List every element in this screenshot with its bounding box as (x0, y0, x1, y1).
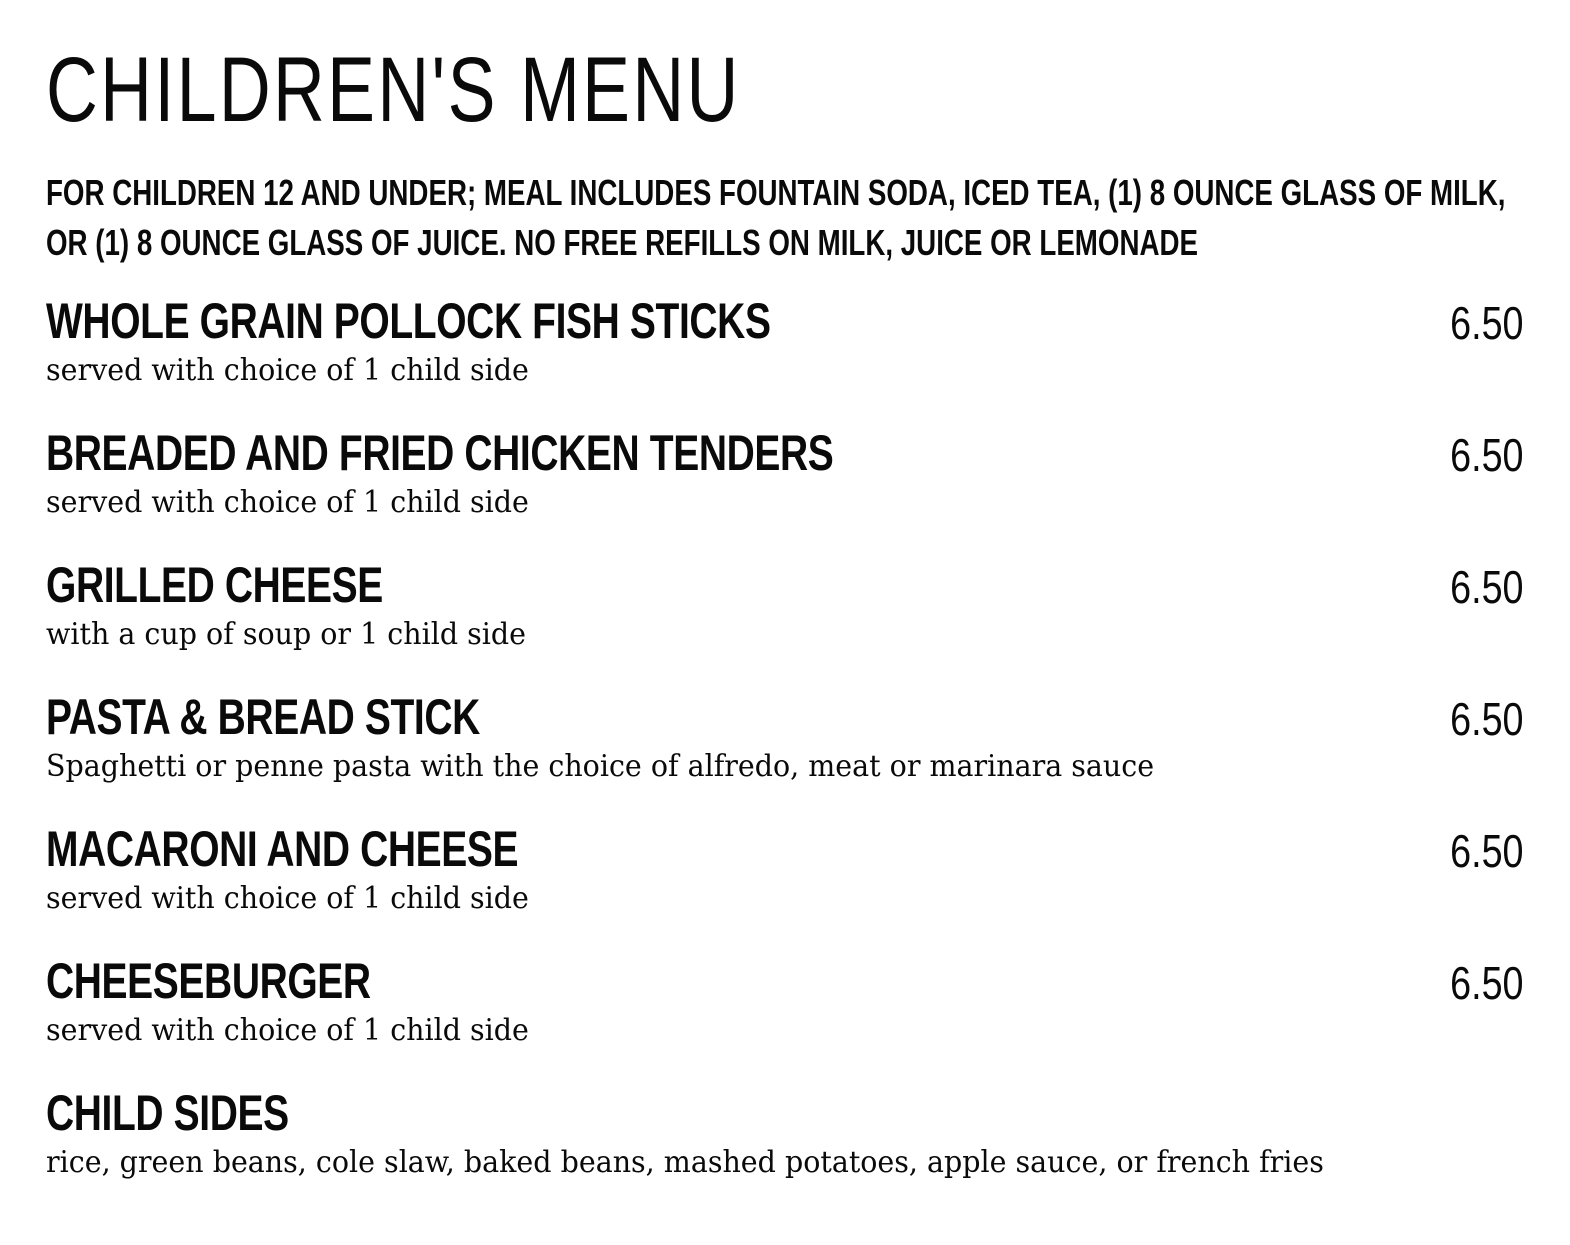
item-price: 6.50 (1450, 825, 1524, 877)
item-description: served with choice of 1 child side (46, 485, 529, 520)
menu-item (46, 953, 1524, 1085)
item-name: PASTA & BREAD STICK (46, 689, 480, 745)
menu-item (46, 689, 1524, 821)
menu-item (46, 557, 1524, 689)
menu-intro: FOR CHILDREN 12 AND UNDER; MEAL INCLUDES FOUNTAIN SODA, ICED TEA, (1) 8 OUNCE GLASS OF MILK, OR (1) 8 OUNCE GLASS OF JUICE. NO FREE REFILLS ON MILK, JUICE OR LEMONADE (46, 172, 1506, 263)
menu-item (46, 821, 1524, 953)
child-sides (46, 1085, 1524, 1217)
menu-item (46, 293, 1524, 425)
menu-title: CHILDREN'S MENU (46, 39, 741, 141)
item-price: 6.50 (1450, 561, 1524, 613)
item-description: served with choice of 1 child side (46, 353, 529, 388)
child-sides-list: rice, green beans, cole slaw, baked beans, mashed potatoes, apple sauce, or french fries (46, 1145, 1324, 1180)
menu-item (46, 425, 1524, 557)
item-name: CHEESEBURGER (46, 953, 371, 1009)
item-name: WHOLE GRAIN POLLOCK FISH STICKS (46, 293, 771, 349)
menu-items (46, 293, 1524, 1217)
item-price: 6.50 (1450, 297, 1524, 349)
item-price: 6.50 (1450, 429, 1524, 481)
childrens-menu (46, 39, 1524, 1180)
item-price: 6.50 (1450, 957, 1524, 1009)
child-sides-heading: CHILD SIDES (46, 1085, 289, 1141)
item-description: served with choice of 1 child side (46, 881, 529, 916)
item-description: Spaghetti or penne pasta with the choice of alfredo, meat or marinara sauce (46, 749, 1155, 784)
item-price: 6.50 (1450, 693, 1524, 745)
item-description: with a cup of soup or 1 child side (46, 617, 527, 652)
item-name: GRILLED CHEESE (46, 557, 383, 613)
item-description: served with choice of 1 child side (46, 1013, 529, 1048)
item-name: BREADED AND FRIED CHICKEN TENDERS (46, 425, 834, 481)
item-name: MACARONI AND CHEESE (46, 821, 519, 877)
